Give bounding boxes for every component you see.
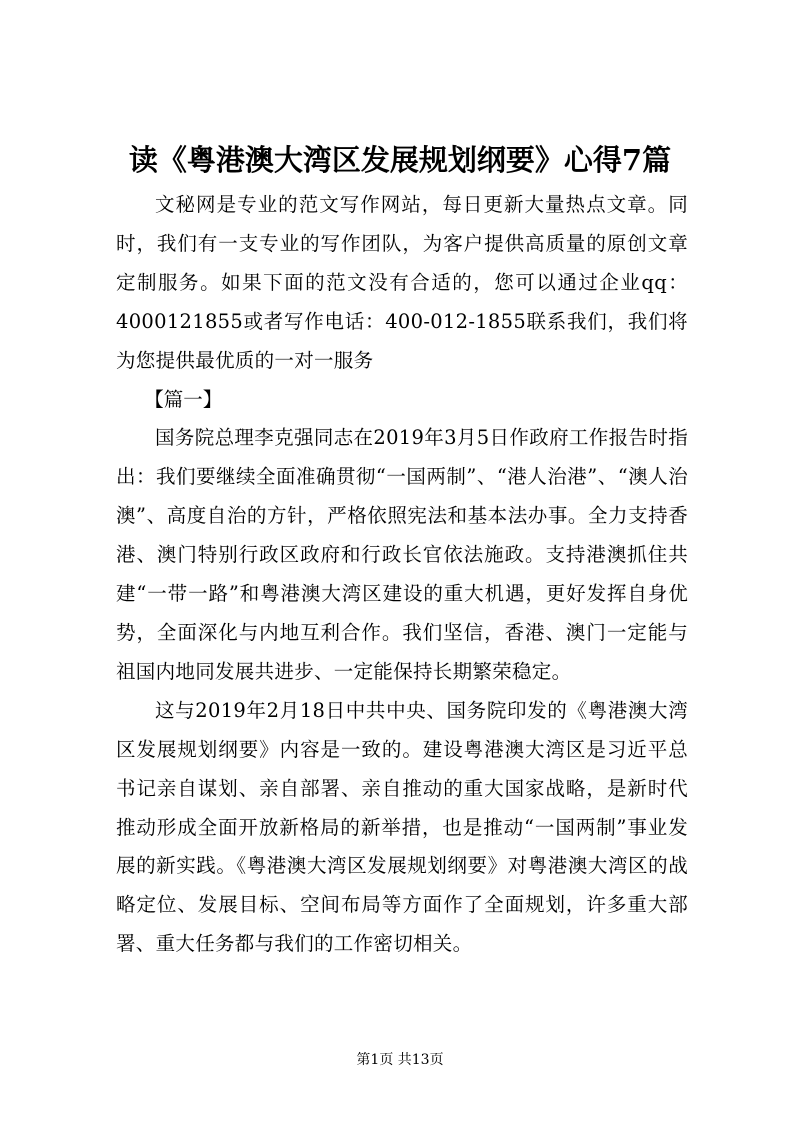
body-paragraph-2: 这与2019年2月18日中共中央、国务院印发的《粤港澳大湾区发展规划纲要》内容是一致的。建设粤港澳大湾区是习近平总书记亲自谋划、亲自部署、亲自推动的重大国家战略，是新时代推动形成全面开放新格局的新举措，也是推动“一国两制”事业发展的新实践。《粤港澳大湾区发展规划纲要》对粤港澳大湾区的战略定位、发展目标、空间布局等方面作了全面规划，许多重大部署、重大任务都与我们的工作密切相关。 — [116, 698, 688, 956]
document-body — [116, 186, 688, 964]
page-footer — [0, 1050, 800, 1070]
page-indicator: 第1页 共13页 — [356, 1052, 444, 1068]
intro-paragraph: 文秘网是专业的范文写作网站，每日更新大量热点文章。同时，我们有一支专业的写作团队，为客户提供高质量的原创文章定制服务。如果下面的范文没有合适的，您可以通过企业qq：4000121855或者写作电话：400-012-1855联系我们，我们将为您提供最优质的一对一服务 — [116, 193, 688, 372]
section-heading: 【篇一】 — [144, 387, 223, 411]
document-title: 读《粤港澳大湾区发展规划纲要》心得7篇 — [128, 143, 672, 177]
body-paragraph-1: 国务院总理李克强同志在2019年3月5日作政府工作报告时指出：我们要继续全面准确贯彻“一国两制”、“港人治港”、“澳人治澳”、高度自治的方针，严格依照宪法和基本法办事。全力支持香港、澳门特别行政区政府和行政长官依法施政。支持港澳抓住共建“一带一路”和粤港澳大湾区建设的重大机遇，更好发挥自身优势，全面深化与内地互利合作。我们坚信，香港、澳门一定能与祖国内地同发展共进步、一定能保持长期繁荣稳定。 — [116, 426, 688, 683]
